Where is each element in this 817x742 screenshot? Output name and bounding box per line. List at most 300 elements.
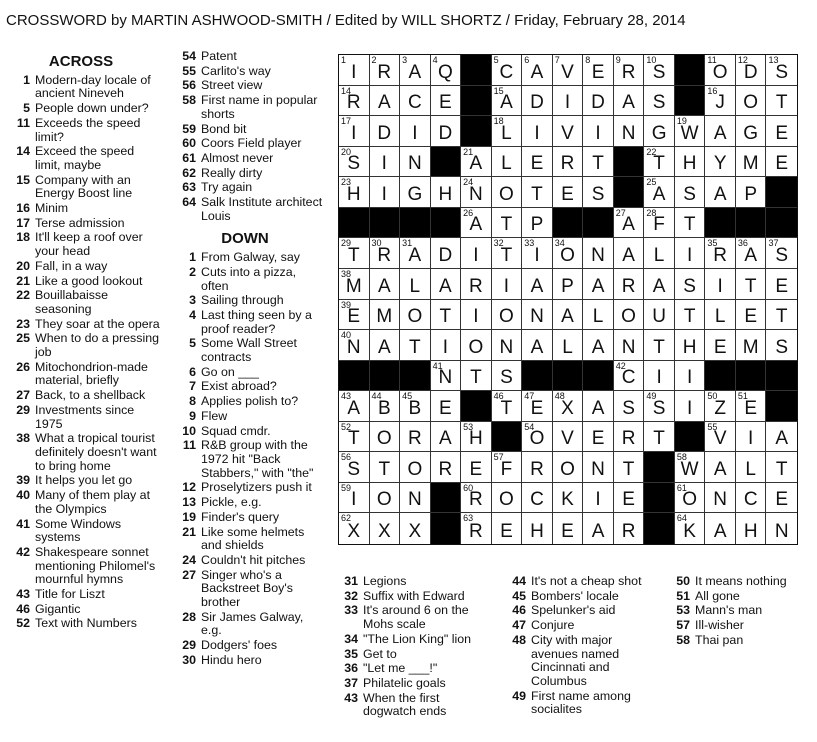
clue-number: 24 [182, 552, 196, 567]
grid-cell[interactable] [461, 300, 492, 331]
clue-text: What a tropical tourist definitely doesn't want to bring home [35, 431, 157, 473]
clue-text: "Let me ___!" [363, 661, 438, 676]
clue-text: When to do a pressing job [35, 331, 159, 360]
grid-cell[interactable] [583, 269, 614, 300]
grid-cell[interactable] [614, 300, 645, 331]
cell-letter: I [656, 367, 662, 389]
grid-cell[interactable] [400, 147, 431, 178]
clue-number: 57 [676, 618, 690, 633]
grid-cell[interactable] [705, 147, 736, 178]
grid-cell[interactable] [675, 208, 706, 239]
cell-number: 28 [646, 207, 657, 218]
grid-cell[interactable] [400, 483, 431, 514]
grid-cell[interactable] [492, 116, 523, 147]
clue-number: 16 [16, 201, 30, 216]
clue-item [0, 202, 162, 216]
clue-text: Mann's man [695, 603, 763, 618]
grid-cell[interactable] [614, 116, 645, 147]
grid-cell[interactable] [644, 330, 675, 361]
clue-number: 1 [23, 72, 30, 87]
grid-cell[interactable] [675, 361, 706, 392]
grid-cell[interactable] [339, 86, 370, 117]
grid-cell[interactable] [553, 391, 584, 422]
down-column-5 [660, 575, 815, 649]
grid-cell[interactable] [400, 452, 431, 483]
grid-cell[interactable] [553, 300, 584, 331]
clue-text: Really dirty [201, 165, 263, 180]
grid-cell[interactable] [644, 55, 675, 86]
cell-letter: L [409, 275, 421, 297]
clue-number: 61 [182, 150, 196, 165]
grid-cell[interactable] [583, 391, 614, 422]
grid-cell[interactable] [736, 513, 767, 544]
clue-item [166, 654, 324, 668]
grid-cell[interactable] [675, 238, 706, 269]
grid-cell[interactable] [492, 177, 523, 208]
grid-cell[interactable] [492, 86, 523, 117]
clue-text: Try again [201, 180, 253, 195]
grid-cell[interactable] [583, 452, 614, 483]
clue-text: Dodgers' foes [201, 638, 278, 653]
grid-cell[interactable] [339, 452, 370, 483]
grid-cell[interactable] [583, 483, 614, 514]
grid-cell[interactable] [431, 269, 462, 300]
grid-cell[interactable] [766, 269, 797, 300]
grid-cell[interactable] [339, 269, 370, 300]
grid-cell[interactable] [644, 300, 675, 331]
grid-cell[interactable] [370, 422, 401, 453]
clue-number: 58 [676, 632, 690, 647]
down-clue-list [660, 575, 815, 648]
grid-cell[interactable] [492, 238, 523, 269]
grid-cell[interactable] [614, 452, 645, 483]
grid-cell[interactable] [583, 86, 614, 117]
cell-letter: T [531, 183, 543, 205]
grid-cell[interactable] [705, 238, 736, 269]
cell-letter: N [774, 521, 789, 542]
clue-number: 63 [182, 180, 196, 195]
grid-cell[interactable] [492, 513, 523, 544]
grid-cell[interactable] [705, 86, 736, 117]
grid-cell[interactable] [400, 422, 431, 453]
grid-cell[interactable] [736, 391, 767, 422]
grid-cell[interactable] [461, 238, 492, 269]
grid-cell[interactable] [339, 116, 370, 147]
grid-cell[interactable] [339, 330, 370, 361]
grid-cell[interactable] [614, 208, 645, 239]
grid-cell[interactable] [339, 391, 370, 422]
clue-number: 2 [189, 264, 196, 279]
grid-cell[interactable] [431, 86, 462, 117]
cell-letter: I [534, 122, 540, 144]
cell-letter: L [501, 122, 512, 144]
black-square [583, 361, 614, 392]
grid-cell[interactable] [766, 483, 797, 514]
grid-cell[interactable] [553, 147, 584, 178]
grid-cell[interactable] [522, 208, 553, 239]
grid-cell[interactable] [614, 55, 645, 86]
grid-cell[interactable] [522, 177, 553, 208]
clue-text: Squad cmdr. [201, 423, 271, 438]
grid-cell[interactable] [553, 483, 584, 514]
clue-text: Singer who's a Backstreet Boy's brother [201, 567, 293, 610]
grid-cell[interactable] [736, 147, 767, 178]
grid-cell[interactable] [461, 269, 492, 300]
grid-cell[interactable] [675, 483, 706, 514]
grid-cell[interactable] [705, 513, 736, 544]
grid-cell[interactable] [583, 177, 614, 208]
grid-cell[interactable] [553, 330, 584, 361]
grid-cell[interactable] [614, 238, 645, 269]
grid-cell[interactable] [431, 391, 462, 422]
grid-cell[interactable] [705, 422, 736, 453]
cell-letter: T [653, 336, 665, 358]
clue-item [0, 217, 162, 231]
cell-letter: N [530, 306, 544, 328]
clue-number: 37 [344, 675, 358, 690]
cell-letter: E [439, 397, 452, 419]
grid-cell[interactable] [553, 513, 584, 544]
cell-number: 3 [402, 55, 408, 65]
grid-cell[interactable] [553, 55, 584, 86]
cell-letter: I [595, 122, 601, 144]
grid-cell[interactable] [431, 177, 462, 208]
grid-cell[interactable] [522, 269, 553, 300]
grid-cell[interactable] [370, 391, 401, 422]
clue-number: 11 [182, 438, 196, 453]
grid-cell[interactable] [431, 116, 462, 147]
grid-cell[interactable] [522, 147, 553, 178]
cell-number: 62 [341, 513, 352, 524]
grid-cell[interactable] [705, 116, 736, 147]
grid-cell[interactable] [370, 452, 401, 483]
grid-cell[interactable] [644, 391, 675, 422]
grid-cell[interactable] [492, 300, 523, 331]
cell-letter: R [621, 61, 636, 83]
grid-cell[interactable] [461, 361, 492, 392]
cell-letter: N [621, 336, 636, 358]
grid-cell[interactable] [492, 452, 523, 483]
clue-item [0, 117, 162, 144]
cell-number: 21 [463, 146, 474, 157]
grid-cell[interactable] [614, 361, 645, 392]
clue-number: 33 [344, 603, 358, 618]
cell-letter: A [591, 336, 605, 358]
grid-cell[interactable] [705, 269, 736, 300]
grid-cell[interactable] [614, 330, 645, 361]
grid-cell[interactable] [492, 330, 523, 361]
grid-cell[interactable] [461, 177, 492, 208]
black-square [705, 208, 736, 239]
clue-text: From Galway, say [201, 250, 300, 265]
grid-cell[interactable] [614, 391, 645, 422]
grid-cell[interactable] [675, 147, 706, 178]
grid-cell[interactable] [644, 147, 675, 178]
grid-cell[interactable] [553, 422, 584, 453]
clue-text: Salk Institute architect Louis [201, 195, 323, 223]
grid-cell[interactable] [339, 147, 370, 178]
grid-cell[interactable] [553, 269, 584, 300]
cell-letter: I [717, 275, 723, 297]
cell-letter: W [680, 458, 699, 480]
cell-letter: L [745, 458, 756, 480]
grid-cell[interactable] [400, 238, 431, 269]
cell-letter: X [408, 521, 422, 542]
grid-cell[interactable] [766, 422, 797, 453]
grid-cell[interactable] [370, 86, 401, 117]
grid-cell[interactable] [705, 177, 736, 208]
cell-letter: T [500, 244, 513, 266]
grid-cell[interactable] [675, 452, 706, 483]
cell-letter: T [775, 306, 788, 328]
grid-cell[interactable] [339, 238, 370, 269]
cell-number: 49 [646, 391, 657, 402]
black-square [339, 361, 370, 392]
grid-cell[interactable] [339, 177, 370, 208]
clue-item [0, 231, 162, 258]
clue-number: 59 [182, 121, 196, 136]
grid-cell[interactable] [339, 513, 370, 544]
grid-cell[interactable] [766, 330, 797, 361]
grid-cell[interactable] [339, 483, 370, 514]
grid-cell[interactable] [736, 483, 767, 514]
grid-cell[interactable] [644, 361, 675, 392]
clue-item [166, 65, 324, 79]
grid-cell[interactable] [614, 86, 645, 117]
black-square [492, 422, 523, 453]
grid-cell[interactable] [400, 116, 431, 147]
cell-letter: T [470, 367, 482, 389]
grid-cell[interactable] [492, 269, 523, 300]
grid-cell[interactable] [522, 55, 553, 86]
clue-item [0, 74, 162, 101]
grid-cell[interactable] [461, 330, 492, 361]
cell-letter: O [560, 244, 575, 266]
clue-item [660, 575, 815, 589]
clue-item [166, 196, 324, 223]
grid-cell[interactable] [736, 55, 767, 86]
grid-cell[interactable] [400, 330, 431, 361]
grid-cell[interactable] [766, 116, 797, 147]
clue-item [0, 404, 162, 431]
grid-cell[interactable] [522, 86, 553, 117]
grid-cell[interactable] [583, 422, 614, 453]
grid-cell[interactable] [614, 269, 645, 300]
grid-cell[interactable] [431, 422, 462, 453]
grid-cell[interactable] [675, 116, 706, 147]
grid-cell[interactable] [675, 269, 706, 300]
grid-cell[interactable] [675, 513, 706, 544]
clue-item [496, 619, 656, 633]
grid-cell[interactable] [370, 116, 401, 147]
clue-text: Pickle, e.g. [201, 495, 262, 510]
grid-cell[interactable] [675, 300, 706, 331]
grid-cell[interactable] [766, 86, 797, 117]
grid-cell[interactable] [522, 330, 553, 361]
grid-cell[interactable] [614, 422, 645, 453]
grid-cell[interactable] [492, 208, 523, 239]
grid-cell[interactable] [583, 147, 614, 178]
grid-cell[interactable] [400, 177, 431, 208]
clue-number: 31 [344, 574, 358, 588]
grid-cell[interactable] [705, 55, 736, 86]
grid-cell[interactable] [431, 238, 462, 269]
grid-cell[interactable] [492, 147, 523, 178]
grid-cell[interactable] [736, 116, 767, 147]
grid-cell[interactable] [370, 330, 401, 361]
grid-cell[interactable] [522, 116, 553, 147]
grid-cell[interactable] [370, 238, 401, 269]
grid-cell[interactable] [461, 513, 492, 544]
cell-letter: D [743, 61, 758, 83]
grid-cell[interactable] [675, 177, 706, 208]
grid-cell[interactable] [705, 300, 736, 331]
grid-cell[interactable] [492, 483, 523, 514]
grid-cell[interactable] [644, 208, 675, 239]
cell-letter: H [743, 521, 758, 542]
grid-cell[interactable] [736, 177, 767, 208]
grid-cell[interactable] [705, 330, 736, 361]
grid-cell[interactable] [644, 177, 675, 208]
grid-cell[interactable] [370, 55, 401, 86]
grid-cell[interactable] [736, 452, 767, 483]
grid-cell[interactable] [736, 86, 767, 117]
grid-cell[interactable] [370, 147, 401, 178]
cell-letter: D [377, 122, 392, 144]
grid-cell[interactable] [675, 391, 706, 422]
grid-cell[interactable] [339, 422, 370, 453]
grid-cell[interactable] [583, 116, 614, 147]
grid-cell[interactable] [736, 300, 767, 331]
cell-letter: T [653, 428, 665, 450]
grid-cell[interactable] [614, 513, 645, 544]
grid-cell[interactable] [553, 238, 584, 269]
cell-number: 40 [341, 330, 352, 341]
clue-item [496, 575, 656, 589]
clue-text: Minim [35, 201, 69, 216]
cell-letter: I [351, 122, 357, 144]
grid-cell[interactable] [553, 116, 584, 147]
grid-cell[interactable] [644, 422, 675, 453]
clue-text: Thai pan [695, 632, 744, 647]
grid-cell[interactable] [400, 300, 431, 331]
grid-cell[interactable] [736, 422, 767, 453]
grid-cell[interactable] [522, 422, 553, 453]
grid-cell[interactable] [553, 177, 584, 208]
grid-cell[interactable] [461, 452, 492, 483]
grid-cell[interactable] [431, 330, 462, 361]
cell-number: 23 [341, 177, 352, 188]
grid-cell[interactable] [522, 238, 553, 269]
grid-cell[interactable] [522, 300, 553, 331]
grid-cell[interactable] [644, 86, 675, 117]
grid-cell[interactable] [736, 330, 767, 361]
grid-cell[interactable] [766, 513, 797, 544]
black-square [400, 361, 431, 392]
grid-cell[interactable] [766, 300, 797, 331]
grid-cell[interactable] [736, 238, 767, 269]
grid-cell[interactable] [583, 330, 614, 361]
grid-cell[interactable] [370, 269, 401, 300]
grid-cell[interactable] [461, 208, 492, 239]
grid-cell[interactable] [583, 513, 614, 544]
cell-number: 1 [341, 55, 347, 65]
grid-cell[interactable] [431, 55, 462, 86]
grid-cell[interactable] [461, 483, 492, 514]
clue-text: Flew [201, 408, 228, 423]
cell-letter: E [591, 61, 605, 83]
cell-letter: D [530, 92, 544, 114]
grid-cell[interactable] [492, 361, 523, 392]
grid-cell[interactable] [431, 452, 462, 483]
grid-cell[interactable] [675, 330, 706, 361]
grid-cell[interactable] [492, 391, 523, 422]
clue-number: 13 [182, 495, 196, 510]
cell-number: 30 [371, 238, 382, 249]
grid-cell[interactable] [461, 147, 492, 178]
clue-item [496, 604, 656, 618]
cell-letter: O [376, 489, 392, 511]
cell-letter: R [469, 521, 483, 542]
grid-cell[interactable] [644, 116, 675, 147]
grid-cell[interactable] [400, 269, 431, 300]
grid-cell[interactable] [370, 177, 401, 208]
cell-letter: G [743, 122, 759, 144]
grid-cell[interactable] [431, 361, 462, 392]
cell-letter: A [530, 275, 544, 297]
grid-cell[interactable] [766, 147, 797, 178]
grid-cell[interactable] [705, 452, 736, 483]
grid-cell[interactable] [644, 238, 675, 269]
clue-number: 55 [182, 63, 196, 78]
grid-cell[interactable] [370, 513, 401, 544]
grid-cell[interactable] [400, 86, 431, 117]
grid-cell[interactable] [705, 483, 736, 514]
grid-cell[interactable] [522, 391, 553, 422]
grid-cell[interactable] [339, 300, 370, 331]
grid-cell[interactable] [736, 269, 767, 300]
grid-cell[interactable] [644, 269, 675, 300]
grid-cell[interactable] [705, 391, 736, 422]
grid-cell[interactable] [461, 422, 492, 453]
clue-item [0, 617, 162, 631]
clue-item [166, 167, 324, 181]
cell-number: 38 [341, 268, 352, 279]
grid-cell[interactable] [400, 55, 431, 86]
grid-cell[interactable] [370, 483, 401, 514]
grid-cell[interactable] [583, 238, 614, 269]
grid-cell[interactable] [522, 513, 553, 544]
grid-cell[interactable] [522, 483, 553, 514]
grid-cell[interactable] [553, 452, 584, 483]
grid-cell[interactable] [492, 55, 523, 86]
grid-cell[interactable] [766, 55, 797, 86]
grid-cell[interactable] [400, 391, 431, 422]
cell-letter: A [439, 428, 452, 450]
grid-cell[interactable] [339, 55, 370, 86]
grid-cell[interactable] [583, 300, 614, 331]
grid-cell[interactable] [583, 55, 614, 86]
grid-cell[interactable] [431, 300, 462, 331]
cell-number: 11 [707, 55, 717, 65]
grid-cell[interactable] [614, 483, 645, 514]
grid-cell[interactable] [522, 452, 553, 483]
grid-cell[interactable] [400, 513, 431, 544]
grid-cell[interactable] [370, 300, 401, 331]
grid-cell[interactable] [553, 86, 584, 117]
grid-cell[interactable] [766, 238, 797, 269]
grid-cell[interactable] [766, 452, 797, 483]
